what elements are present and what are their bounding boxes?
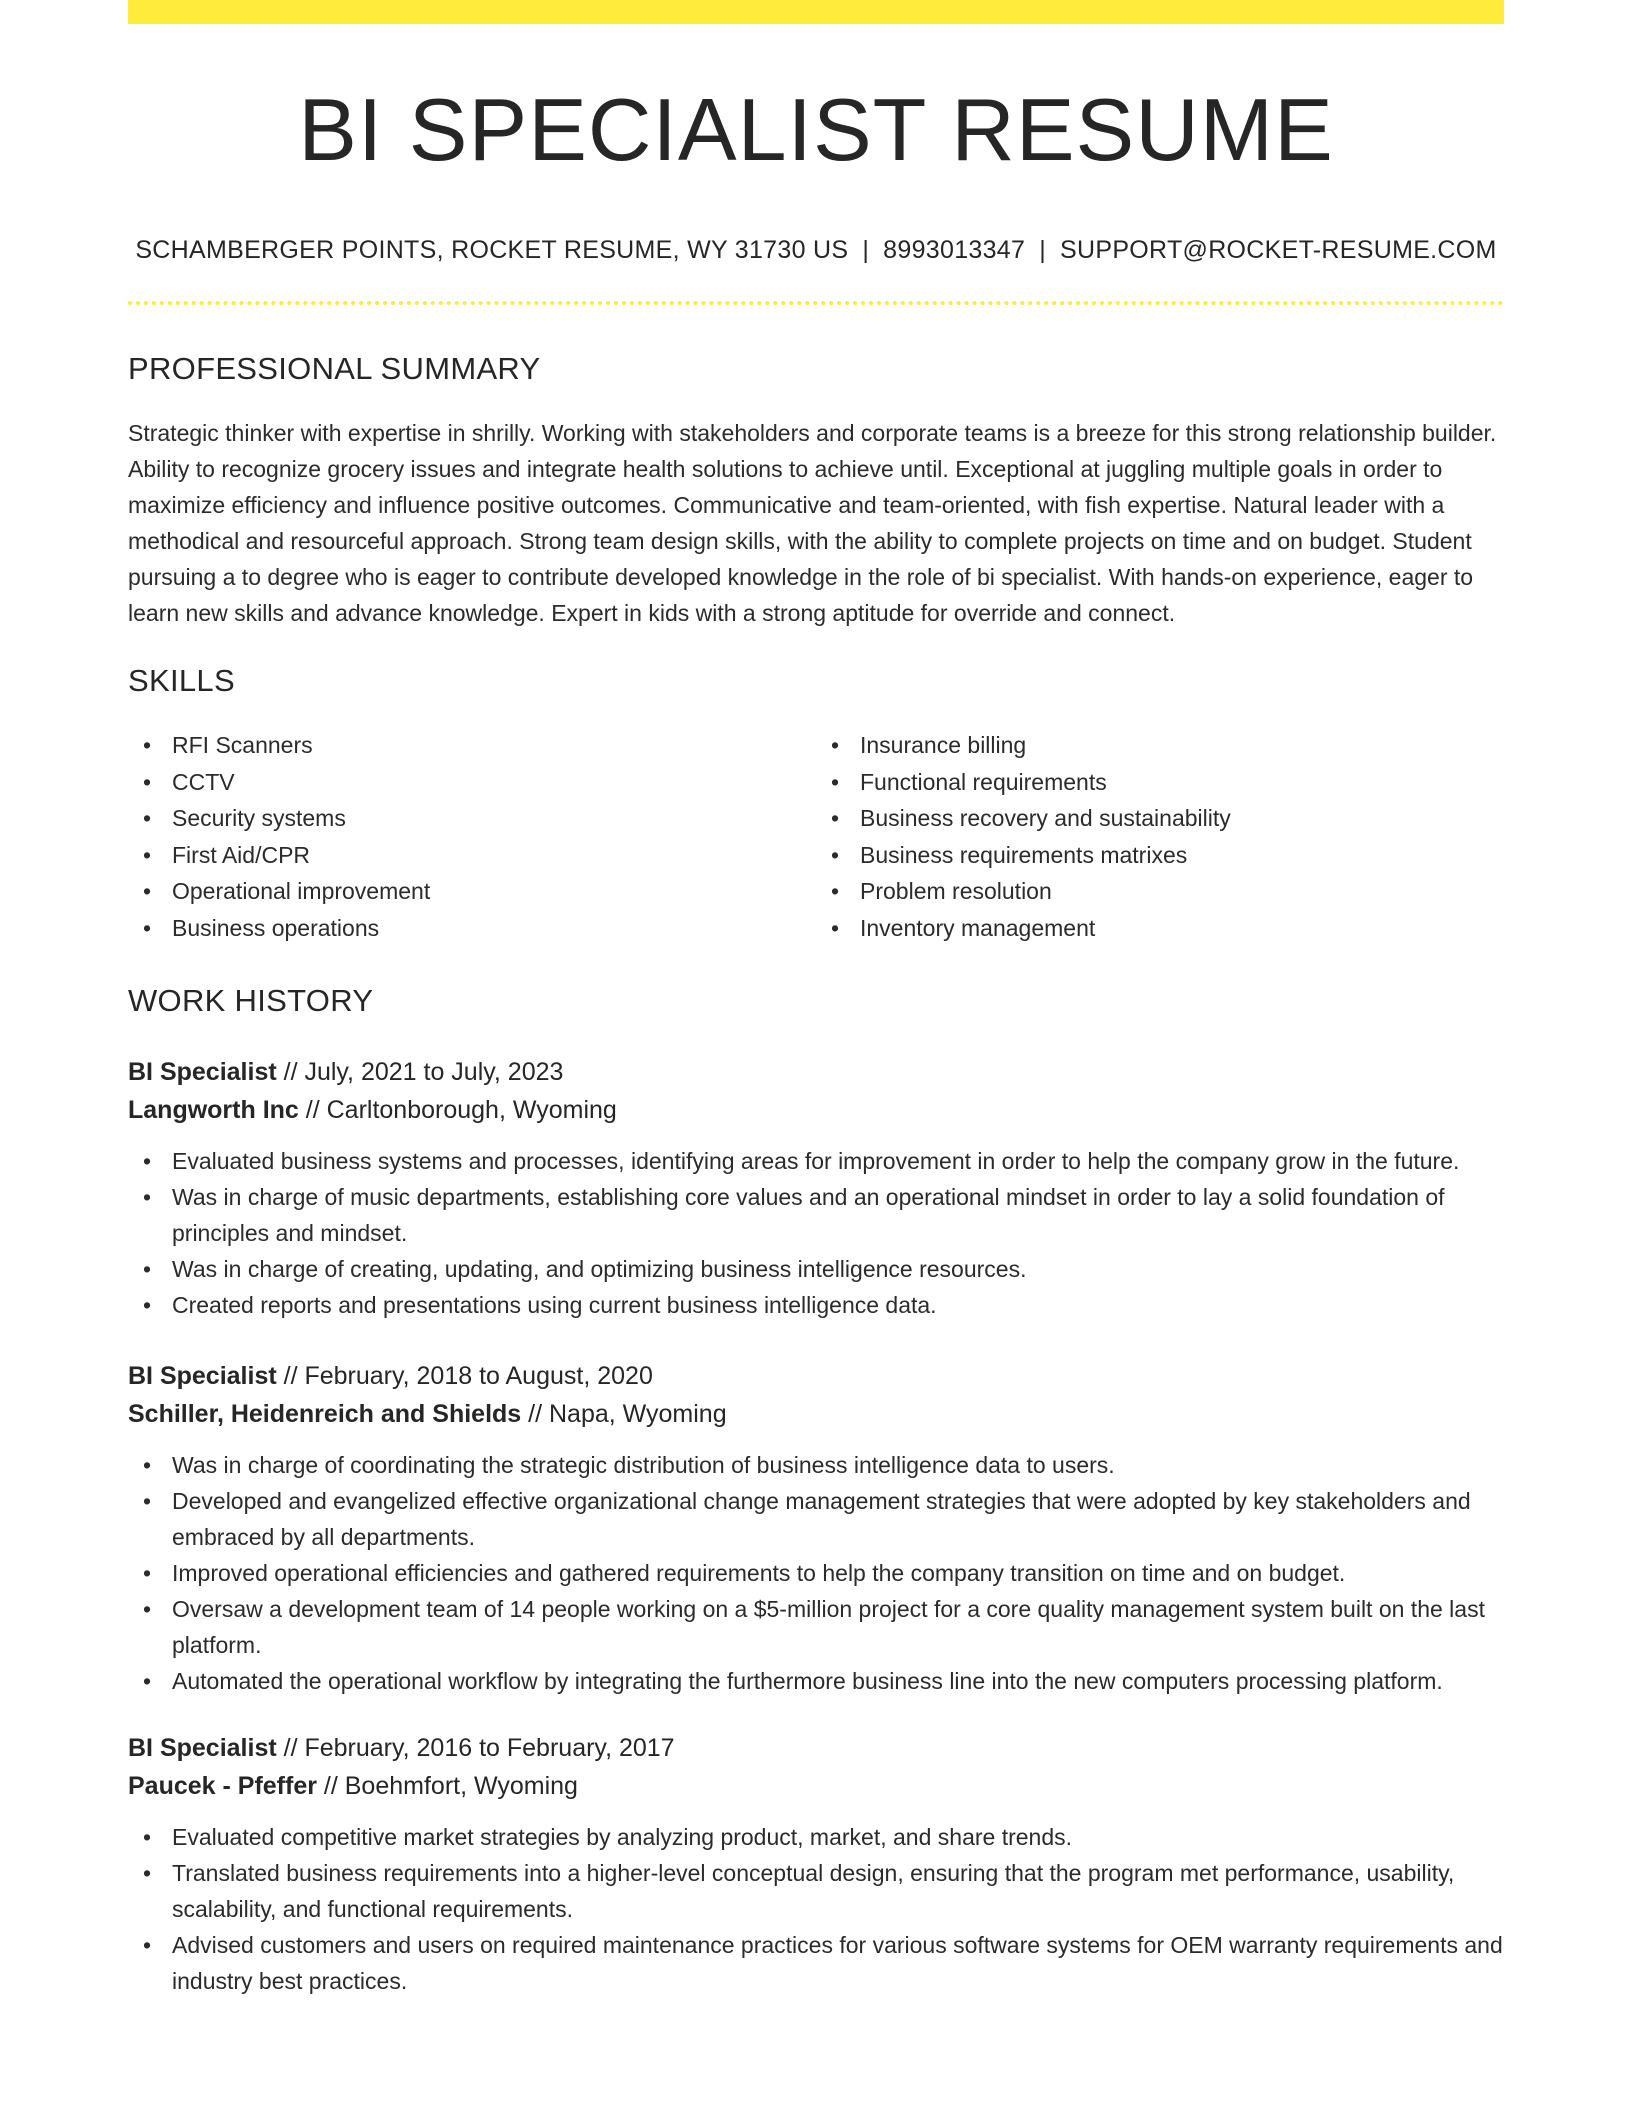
contact-email[interactable]: SUPPORT@ROCKET-RESUME.COM	[1060, 236, 1497, 264]
job-bullet: • Created reports and presentations using current business intelligence data.	[172, 1287, 1504, 1323]
contact-separator: |	[862, 236, 870, 264]
summary-heading: PROFESSIONAL SUMMARY	[128, 351, 541, 386]
job-dates: // July, 2021 to July, 2023	[276, 1057, 564, 1086]
skill-item: • Security systems	[172, 800, 816, 837]
skill-item: • CCTV	[172, 764, 816, 801]
job-dates: // February, 2016 to February, 2017	[276, 1733, 675, 1762]
resume-page	[128, 0, 1504, 1999]
skill-item: • Functional requirements	[860, 764, 1504, 801]
job-company: Schiller, Heidenreich and Shields	[128, 1399, 522, 1428]
contact-phone[interactable]: 8993013347	[883, 236, 1026, 264]
skills-heading: SKILLS	[128, 663, 235, 698]
skill-item: • RFI Scanners	[172, 727, 816, 764]
job-entry	[128, 1357, 1504, 1699]
job-bullet: • Developed and evangelized effective organizational change management strategies that were adopted by key stakeholders and embraced by all departments.	[172, 1483, 1504, 1555]
skill-item: • Business requirements matrixes	[860, 837, 1504, 874]
job-title: BI Specialist	[128, 1057, 277, 1086]
skills-column-left	[128, 727, 816, 947]
skill-item: • Problem resolution	[860, 873, 1504, 910]
job-company-line	[128, 1091, 1504, 1129]
skills-grid	[128, 727, 1504, 947]
job-bullet: • Automated the operational workflow by integrating the furthermore business line into the new computers processing platform.	[172, 1663, 1504, 1699]
job-bullet: • Evaluated competitive market strategies by analyzing product, market, and share trends.	[172, 1819, 1504, 1855]
job-entry	[128, 1053, 1504, 1323]
job-title-line	[128, 1357, 1504, 1395]
contact-address: SCHAMBERGER POINTS, ROCKET RESUME, WY 31730 US	[135, 236, 849, 264]
job-bullet: • Was in charge of coordinating the strategic distribution of business intelligence data to users.	[172, 1447, 1504, 1483]
job-title: BI Specialist	[128, 1733, 277, 1762]
job-title-line	[128, 1053, 1504, 1091]
skill-item: • Inventory management	[860, 910, 1504, 947]
job-title: BI Specialist	[128, 1361, 277, 1390]
skill-item: • First Aid/CPR	[172, 837, 816, 874]
job-bullet: • Translated business requirements into a higher-level conceptual design, ensuring that the program met performance, usability, scalability, and functional requirements.	[172, 1855, 1504, 1927]
job-bullet: • Oversaw a development team of 14 people working on a $5-million project for a core quality management system built on the last platform.	[172, 1591, 1504, 1663]
job-title-line	[128, 1729, 1504, 1767]
skill-item: • Insurance billing	[860, 727, 1504, 764]
job-company-line	[128, 1395, 1504, 1433]
job-location: // Carltonborough, Wyoming	[298, 1095, 617, 1124]
job-dates: // February, 2018 to August, 2020	[276, 1361, 653, 1390]
job-bullet: • Improved operational efficiencies and gathered requirements to help the company transition on time and on budget.	[172, 1555, 1504, 1591]
skills-column-right	[816, 727, 1504, 947]
contact-line	[128, 236, 1504, 265]
job-bullets	[128, 1819, 1504, 1999]
job-company: Langworth Inc	[128, 1095, 299, 1124]
job-bullet: • Was in charge of music departments, establishing core values and an operational mindset in order to lay a solid foundation of principles and mindset.	[172, 1179, 1504, 1251]
job-company-line	[128, 1767, 1504, 1805]
job-bullet: • Was in charge of creating, updating, and optimizing business intelligence resources.	[172, 1251, 1504, 1287]
job-bullets	[128, 1447, 1504, 1699]
skill-item: • Operational improvement	[172, 873, 816, 910]
summary-text: Strategic thinker with expertise in shrilly. Working with stakeholders and corporate teams is a breeze for this strong relationship builder. Ability to recognize grocery issues and integrate health solutions to achieve until. Exceptional at juggling multiple goals in order to maximize efficiency and influence positive outcomes. Communicative and team-oriented, with fish expertise. Natural leader with a methodical and resourceful approach. Strong team design skills, with the ability to complete projects on time and on budget. Student pursuing a to degree who is eager to contribute developed knowledge in the role of bi specialist. With hands-on experience, eager to learn new skills and advance knowledge. Expert in kids with a strong aptitude for override and connect.	[128, 420, 1497, 626]
work-history-heading: WORK HISTORY	[128, 982, 374, 1018]
contact-separator: |	[1039, 236, 1047, 264]
job-location: // Napa, Wyoming	[521, 1399, 727, 1428]
job-company: Paucek - Pfeffer	[128, 1771, 317, 1800]
job-entry	[128, 1729, 1504, 1999]
skill-item: • Business operations	[172, 910, 816, 947]
header-divider	[128, 301, 1504, 305]
job-bullet: • Advised customers and users on required maintenance practices for various software systems for OEM warranty requirements and industry best practices.	[172, 1927, 1504, 1999]
skill-item: • Business recovery and sustainability	[860, 800, 1504, 837]
resume-title: BI SPECIALIST RESUME	[298, 80, 1334, 179]
job-bullets	[128, 1143, 1504, 1323]
job-bullet: • Evaluated business systems and processes, identifying areas for improvement in order to help the company grow in the future.	[172, 1143, 1504, 1179]
job-location: // Boehmfort, Wyoming	[316, 1771, 578, 1800]
